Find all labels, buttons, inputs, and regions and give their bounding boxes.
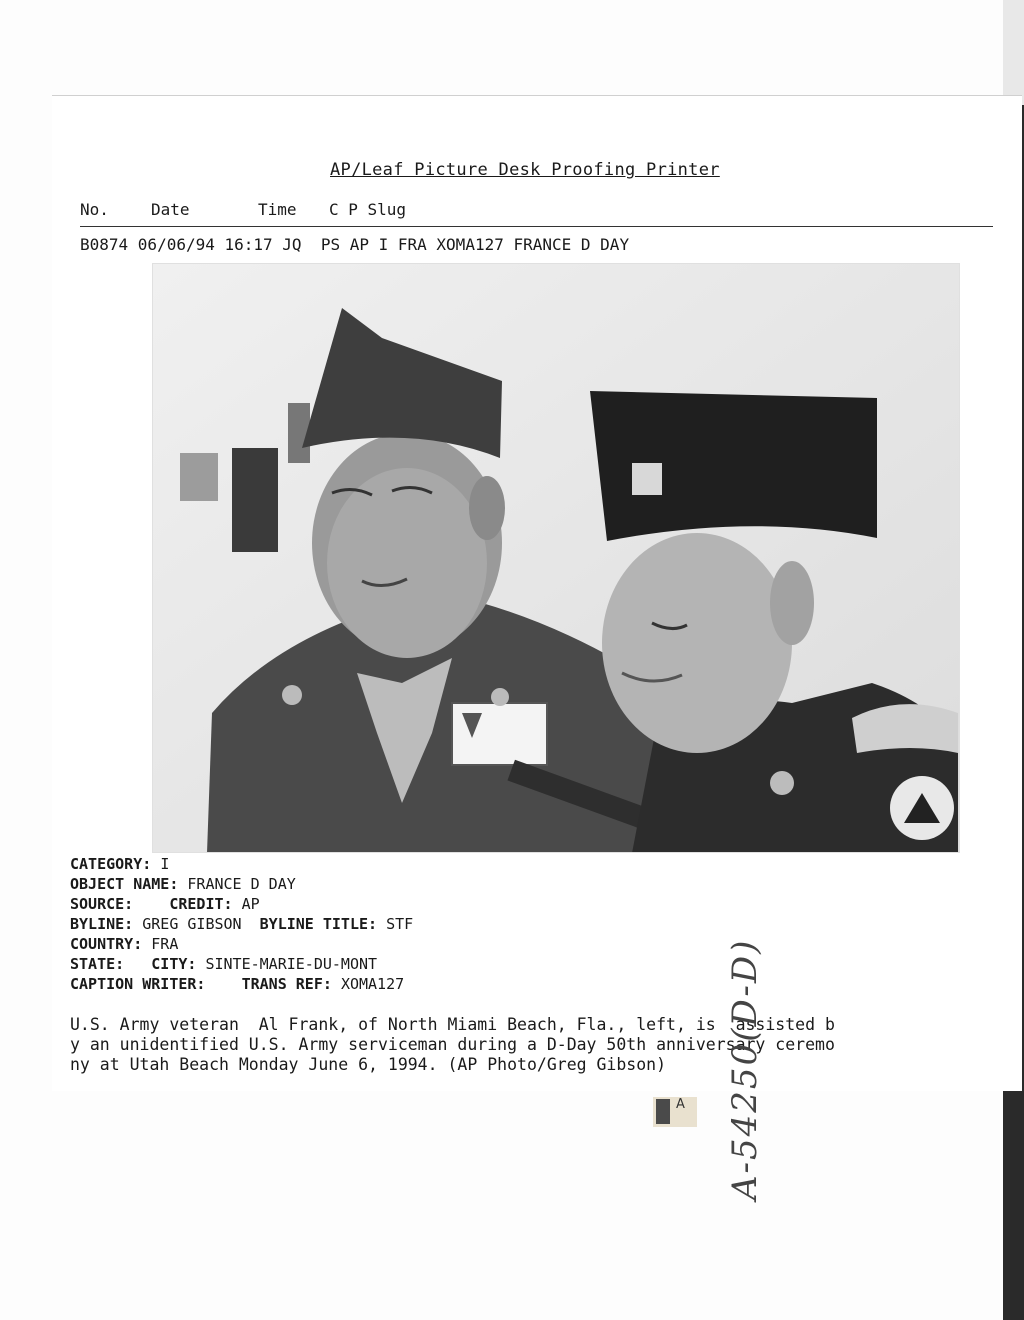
column-header-slug: C P Slug: [329, 200, 407, 219]
column-header-time: Time: [258, 200, 297, 219]
meta-location: STATE: CITY: SINTE-MARIE-DU-MONT: [70, 955, 378, 973]
tape-shadow: [656, 1099, 670, 1124]
column-header-no: No.: [80, 200, 109, 219]
meta-country: COUNTRY: FRA: [70, 935, 179, 953]
caption-line: ny at Utah Beach Monday June 6, 1994. (AP Photo/Greg Gibson): [70, 1055, 667, 1074]
meta-category: CATEGORY: I: [70, 855, 170, 873]
photo-caption: [70, 1015, 985, 1075]
caption-line: y an unidentified U.S. Army serviceman during a D-Day 50th anniversary ceremo: [70, 1035, 835, 1054]
scan-edge-top: [1003, 0, 1024, 105]
meta-object-name: OBJECT NAME: FRANCE D DAY: [70, 875, 296, 893]
meta-source: SOURCE: CREDIT: AP: [70, 895, 260, 913]
meta-caption-writer: CAPTION WRITER: TRANS REF: XOMA127: [70, 975, 405, 993]
page-title: AP/Leaf Picture Desk Proofing Printer: [330, 160, 720, 180]
column-header-date: Date: [151, 200, 190, 219]
header-rule: [80, 226, 993, 227]
caption-line: U.S. Army veteran Al Frank, of North Miami Beach, Fla., left, is assisted b: [70, 1015, 835, 1034]
news-photo: [152, 263, 960, 853]
record-row: B0874 06/06/94 16:17 JQ PS AP I FRA XOMA127 FRANCE D DAY: [80, 235, 630, 254]
meta-byline: BYLINE: GREG GIBSON BYLINE TITLE: STF: [70, 915, 414, 933]
tape-letter: A: [676, 1097, 685, 1112]
handwritten-archive-number: A-54250(D-D): [725, 938, 765, 1200]
